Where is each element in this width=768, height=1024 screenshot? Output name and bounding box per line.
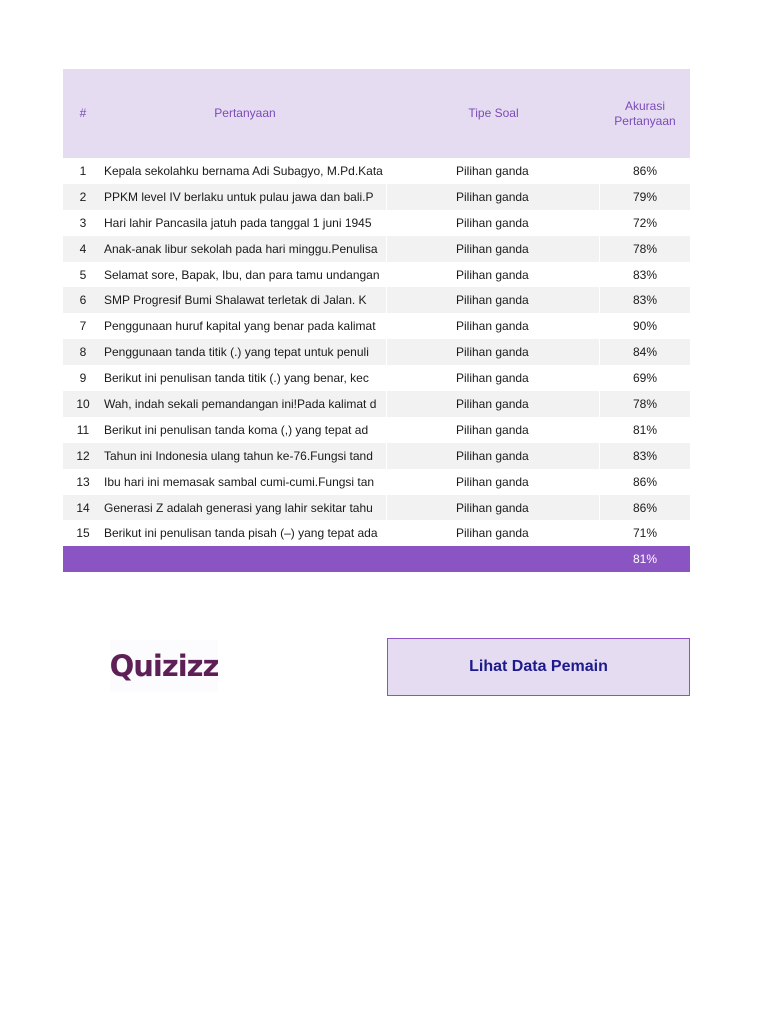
- row-question: Berikut ini penulisan tanda titik (.) yang benar, kec: [103, 365, 387, 391]
- row-question: Ibu hari ini memasak sambal cumi-cumi.Fungsi tan: [103, 469, 387, 495]
- row-type: Pilihan ganda: [387, 417, 600, 443]
- table-row: [63, 236, 690, 262]
- row-question: Generasi Z adalah generasi yang lahir sekitar tahu: [103, 495, 387, 521]
- table-row: [63, 210, 690, 236]
- row-question: Penggunaan tanda titik (.) yang tepat untuk penuli: [103, 339, 387, 365]
- table-row: [63, 495, 690, 521]
- row-question: PPKM level IV berlaku untuk pulau jawa dan bali.P: [103, 184, 387, 210]
- row-number: 15: [76, 526, 90, 541]
- row-question: Tahun ini Indonesia ulang tahun ke-76.Fungsi tand: [103, 443, 387, 469]
- row-number: 2: [79, 189, 87, 204]
- row-type: Pilihan ganda: [387, 236, 600, 262]
- row-accuracy: 69%: [632, 371, 658, 386]
- row-number: 11: [76, 422, 90, 437]
- table-row: [63, 313, 690, 339]
- row-accuracy: 86%: [632, 474, 658, 489]
- header-question: Pertanyaan: [214, 106, 276, 120]
- footer-accuracy: 81%: [632, 552, 658, 567]
- row-accuracy: 90%: [632, 319, 658, 334]
- row-type: Pilihan ganda: [387, 339, 600, 365]
- row-accuracy: 78%: [632, 241, 658, 256]
- row-question: Selamat sore, Bapak, Ibu, dan para tamu undangan: [103, 262, 387, 288]
- row-accuracy: 79%: [632, 189, 658, 204]
- row-question: Anak-anak libur sekolah pada hari minggu.Penulisa: [103, 236, 387, 262]
- table-footer: [63, 546, 690, 572]
- row-accuracy: 86%: [632, 163, 658, 178]
- header-accuracy-line2: Pertanyaan: [614, 113, 676, 128]
- header-accuracy-line1: Akurasi: [624, 98, 665, 113]
- table-body: [63, 158, 690, 546]
- row-type: Pilihan ganda: [387, 391, 600, 417]
- row-accuracy: 78%: [632, 396, 658, 411]
- row-type: Pilihan ganda: [387, 287, 600, 313]
- row-number: 8: [79, 345, 87, 360]
- view-player-data-button[interactable]: Lihat Data Pemain: [387, 638, 690, 696]
- row-accuracy: 83%: [632, 448, 658, 463]
- row-accuracy: 83%: [632, 267, 658, 282]
- row-number: 4: [79, 241, 87, 256]
- row-accuracy: 81%: [632, 422, 658, 437]
- quizizz-logo: [110, 640, 218, 692]
- table-row: [63, 469, 690, 495]
- row-question: SMP Progresif Bumi Shalawat terletak di Jalan. K: [103, 287, 387, 313]
- row-type: Pilihan ganda: [387, 469, 600, 495]
- row-number: 13: [76, 474, 90, 489]
- table-row: [63, 158, 690, 184]
- logo-wordmark: Quizizz: [109, 649, 219, 683]
- header-accuracy: [600, 99, 690, 129]
- table-row: [63, 417, 690, 443]
- row-question: Penggunaan huruf kapital yang benar pada kalimat: [103, 313, 387, 339]
- row-accuracy: 84%: [632, 345, 658, 360]
- table-header: [63, 69, 690, 158]
- row-number: 5: [79, 267, 87, 282]
- row-number: 12: [76, 448, 90, 463]
- row-number: 3: [79, 215, 87, 230]
- row-type: Pilihan ganda: [387, 443, 600, 469]
- row-question: Kepala sekolahku bernama Adi Subagyo, M.Pd.Kata: [103, 158, 387, 184]
- table-row: [63, 391, 690, 417]
- row-type: Pilihan ganda: [387, 158, 600, 184]
- row-number: 14: [76, 500, 90, 515]
- table-row: [63, 520, 690, 546]
- row-type: Pilihan ganda: [387, 184, 600, 210]
- questions-table: [63, 69, 690, 572]
- row-type: Pilihan ganda: [387, 210, 600, 236]
- row-question: Wah, indah sekali pemandangan ini!Pada kalimat d: [103, 391, 387, 417]
- row-type: Pilihan ganda: [387, 365, 600, 391]
- row-number: 10: [76, 396, 90, 411]
- table-row: [63, 262, 690, 288]
- row-accuracy: 83%: [632, 293, 658, 308]
- row-type: Pilihan ganda: [387, 495, 600, 521]
- table-row: [63, 287, 690, 313]
- row-number: 1: [79, 163, 87, 178]
- row-question: Hari lahir Pancasila jatuh pada tanggal 1 juni 1945: [103, 210, 387, 236]
- row-type: Pilihan ganda: [387, 520, 600, 546]
- table-row: [63, 184, 690, 210]
- row-question: Berikut ini penulisan tanda koma (,) yang tepat ad: [103, 417, 387, 443]
- row-accuracy: 72%: [632, 215, 658, 230]
- table-row: [63, 365, 690, 391]
- row-number: 9: [79, 371, 87, 386]
- row-accuracy: 71%: [632, 526, 658, 541]
- row-number: 7: [79, 319, 87, 334]
- table-row: [63, 443, 690, 469]
- row-accuracy: 86%: [632, 500, 658, 515]
- row-question: Berikut ini penulisan tanda pisah (–) yang tepat ada: [103, 520, 387, 546]
- header-type: Tipe Soal: [468, 106, 519, 120]
- row-number: 6: [79, 293, 87, 308]
- header-number: #: [79, 106, 87, 120]
- row-type: Pilihan ganda: [387, 313, 600, 339]
- table-row: [63, 339, 690, 365]
- row-type: Pilihan ganda: [387, 262, 600, 288]
